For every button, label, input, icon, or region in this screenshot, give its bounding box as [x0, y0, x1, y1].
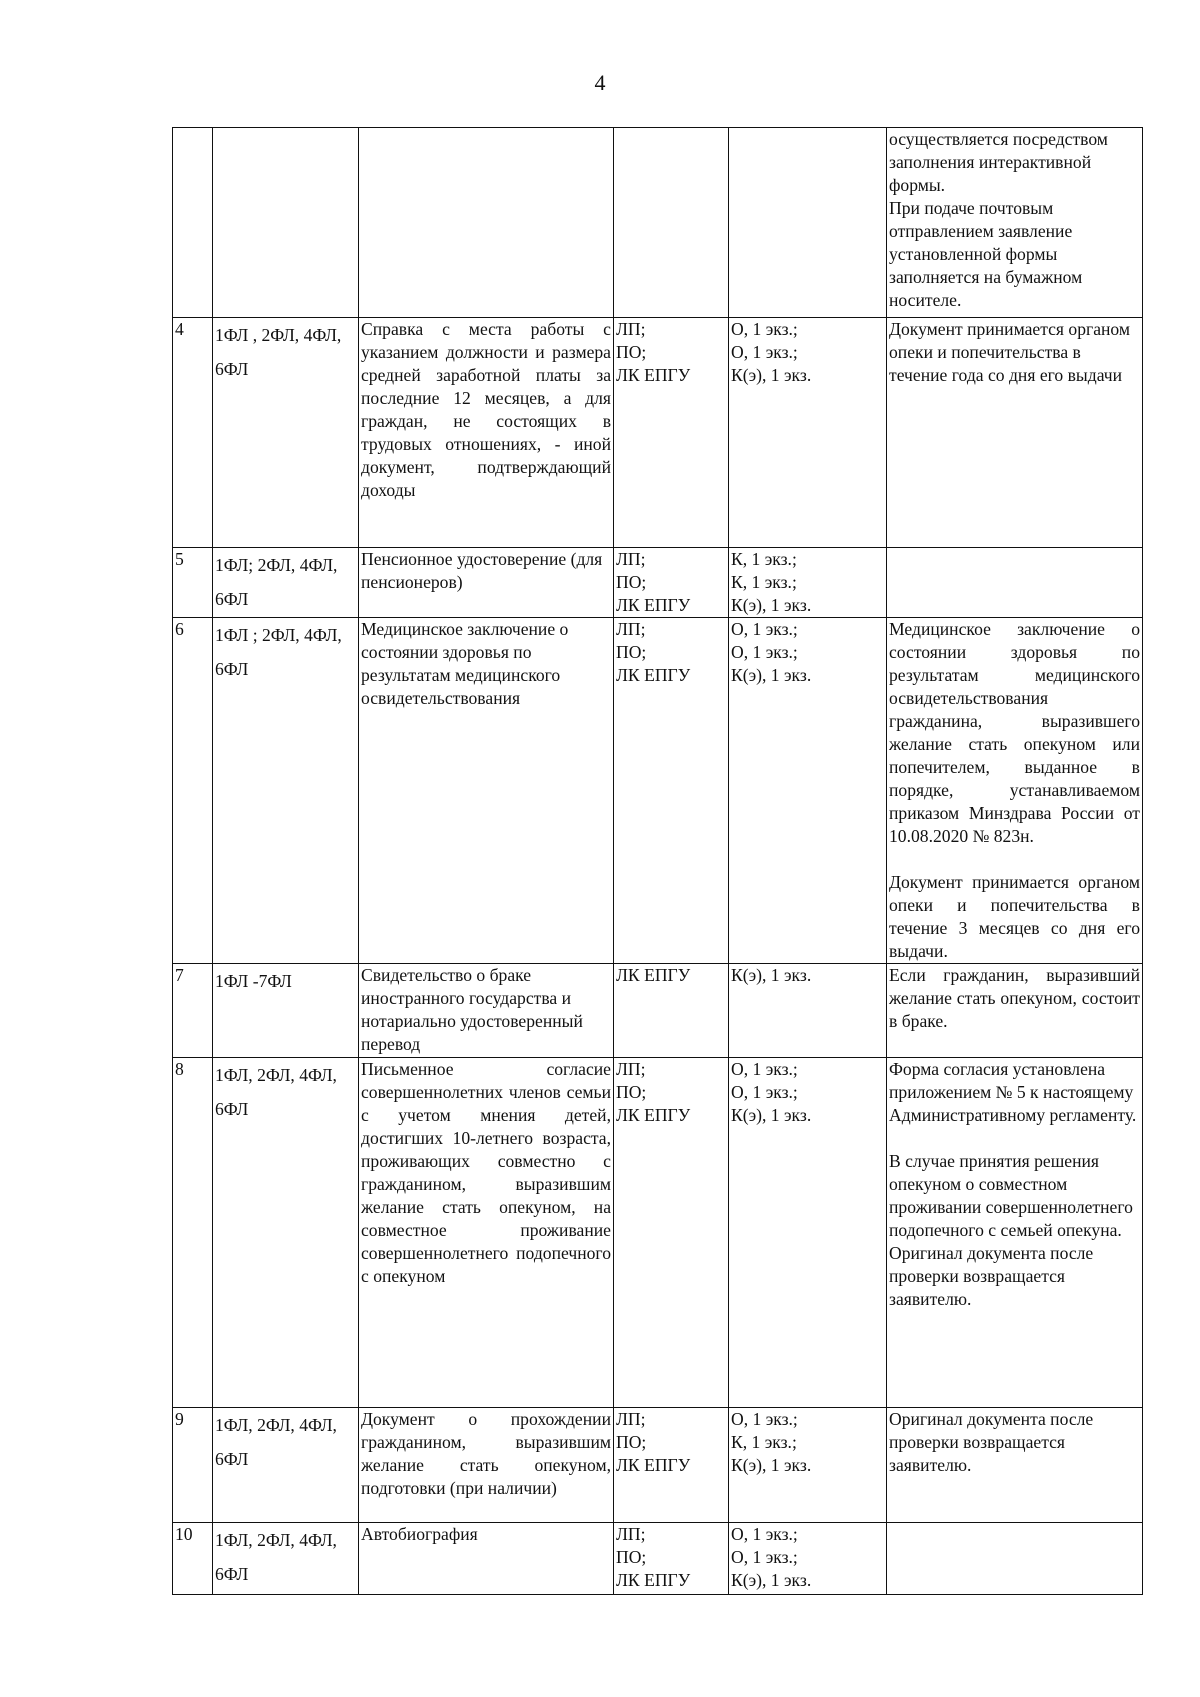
row-quantity: О, 1 экз.; О, 1 экз.; К(э), 1 экз. [729, 1058, 887, 1408]
row-document [359, 128, 614, 318]
row-number: 4 [173, 318, 213, 548]
row-document: Автобиография [359, 1523, 614, 1595]
row-quantity: О, 1 экз.; К, 1 экз.; К(э), 1 экз. [729, 1408, 887, 1523]
table-row [173, 964, 1143, 1058]
row-document: Документ о прохождении гражданином, выразившим желание стать опекуном, подготовки (при наличии) [359, 1408, 614, 1523]
table-row [173, 548, 1143, 618]
row-applicants: 1ФЛ -7ФЛ [213, 964, 359, 1058]
row-number: 10 [173, 1523, 213, 1595]
table-row [173, 128, 1143, 318]
note-paragraph: Оригинал документа после проверки возвращается заявителю. [889, 1409, 1094, 1475]
row-submission-form: ЛП; ПО; ЛК ЕПГУ [614, 548, 729, 618]
row-quantity: О, 1 экз.; О, 1 экз.; К(э), 1 экз. [729, 618, 887, 964]
table-row [173, 1523, 1143, 1595]
row-notes [887, 1523, 1143, 1595]
row-notes [887, 318, 1143, 548]
row-number: 6 [173, 618, 213, 964]
row-submission-form: ЛП; ПО; ЛК ЕПГУ [614, 1523, 729, 1595]
row-applicants: 1ФЛ , 2ФЛ, 4ФЛ, 6ФЛ [213, 318, 359, 548]
row-number [173, 128, 213, 318]
row-notes [887, 548, 1143, 618]
row-submission-form: ЛК ЕПГУ [614, 964, 729, 1058]
table-row [173, 1058, 1143, 1408]
row-quantity [729, 128, 887, 318]
note-paragraph: При подаче почтовым отправлением заявление установленной формы заполняется на бумажном носителе. [889, 198, 1083, 310]
row-number: 9 [173, 1408, 213, 1523]
table-row [173, 318, 1143, 548]
row-submission-form: ЛП; ПО; ЛК ЕПГУ [614, 618, 729, 964]
row-quantity: К, 1 экз.; К, 1 экз.; К(э), 1 экз. [729, 548, 887, 618]
row-notes [887, 618, 1143, 964]
row-submission-form [614, 128, 729, 318]
row-applicants: 1ФЛ, 2ФЛ, 4ФЛ, 6ФЛ [213, 1058, 359, 1408]
page-number: 4 [594, 70, 606, 95]
row-document: Свидетельство о браке иностранного государства и нотариально удостоверенный перевод [359, 964, 614, 1058]
row-applicants: 1ФЛ; 2ФЛ, 4ФЛ, 6ФЛ [213, 548, 359, 618]
row-document: Справка с места работы с указанием должности и размера средней заработной платы за последние 12 месяцев, а для граждан, не состоящих в трудовых отношениях, - иной документ, подтверждающий доходы [359, 318, 614, 548]
note-paragraph: В случае принятия решения опекуном о совместном проживании совершеннолетнего подопечного с семьей опекуна. Оригинал документа после проверки возвращается заявителю. [889, 1151, 1133, 1309]
note-paragraph: Документ принимается органом опеки и попечительства в течение года со дня его выдачи [889, 319, 1131, 385]
row-submission-form: ЛП; ПО; ЛК ЕПГУ [614, 318, 729, 548]
note-paragraph: Медицинское заключение о состоянии здоровья по результатам медицинского освидетельствования гражданина, выразившего желание стать опекуном или попечителем, выданное в порядке, устанавливаемом приказом Минздрава России от 10.08.2020 № 823н. [889, 619, 1140, 846]
row-document: Письменное согласие совершеннолетних членов семьи с учетом мнения детей, достигших 10-летнего возраста, проживающих совместно с гражданином, выразившим желание стать опекуном, на совместное проживание совершеннолетнего подопечного с опекуном [359, 1058, 614, 1408]
row-quantity: К(э), 1 экз. [729, 964, 887, 1058]
row-number: 5 [173, 548, 213, 618]
row-number: 8 [173, 1058, 213, 1408]
row-notes [887, 964, 1143, 1058]
note-paragraph: Форма согласия установлена приложением № 5 к настоящему Административному регламенту. [889, 1059, 1137, 1125]
row-notes [887, 1408, 1143, 1523]
note-paragraph: Если гражданин, выразивший желание стать опекуном, состоит в браке. [889, 965, 1140, 1031]
row-applicants [213, 128, 359, 318]
row-number: 7 [173, 964, 213, 1058]
row-quantity: О, 1 экз.; О, 1 экз.; К(э), 1 экз. [729, 1523, 887, 1595]
row-document: Пенсионное удостоверение (для пенсионеров) [359, 548, 614, 618]
row-applicants: 1ФЛ, 2ФЛ, 4ФЛ, 6ФЛ [213, 1523, 359, 1595]
row-notes [887, 128, 1143, 318]
documents-table [172, 127, 1143, 1595]
row-notes [887, 1058, 1143, 1408]
table-row [173, 618, 1143, 964]
row-submission-form: ЛП; ПО; ЛК ЕПГУ [614, 1408, 729, 1523]
row-quantity: О, 1 экз.; О, 1 экз.; К(э), 1 экз. [729, 318, 887, 548]
row-applicants: 1ФЛ ; 2ФЛ, 4ФЛ, 6ФЛ [213, 618, 359, 964]
note-paragraph: осуществляется посредством заполнения интерактивной формы. [889, 129, 1108, 195]
note-paragraph: Документ принимается органом опеки и попечительства в течение 3 месяцев со дня его выдачи. [889, 872, 1140, 961]
row-applicants: 1ФЛ, 2ФЛ, 4ФЛ, 6ФЛ [213, 1408, 359, 1523]
table-row [173, 1408, 1143, 1523]
row-submission-form: ЛП; ПО; ЛК ЕПГУ [614, 1058, 729, 1408]
row-document: Медицинское заключение о состоянии здоровья по результатам медицинского освидетельствования [359, 618, 614, 964]
